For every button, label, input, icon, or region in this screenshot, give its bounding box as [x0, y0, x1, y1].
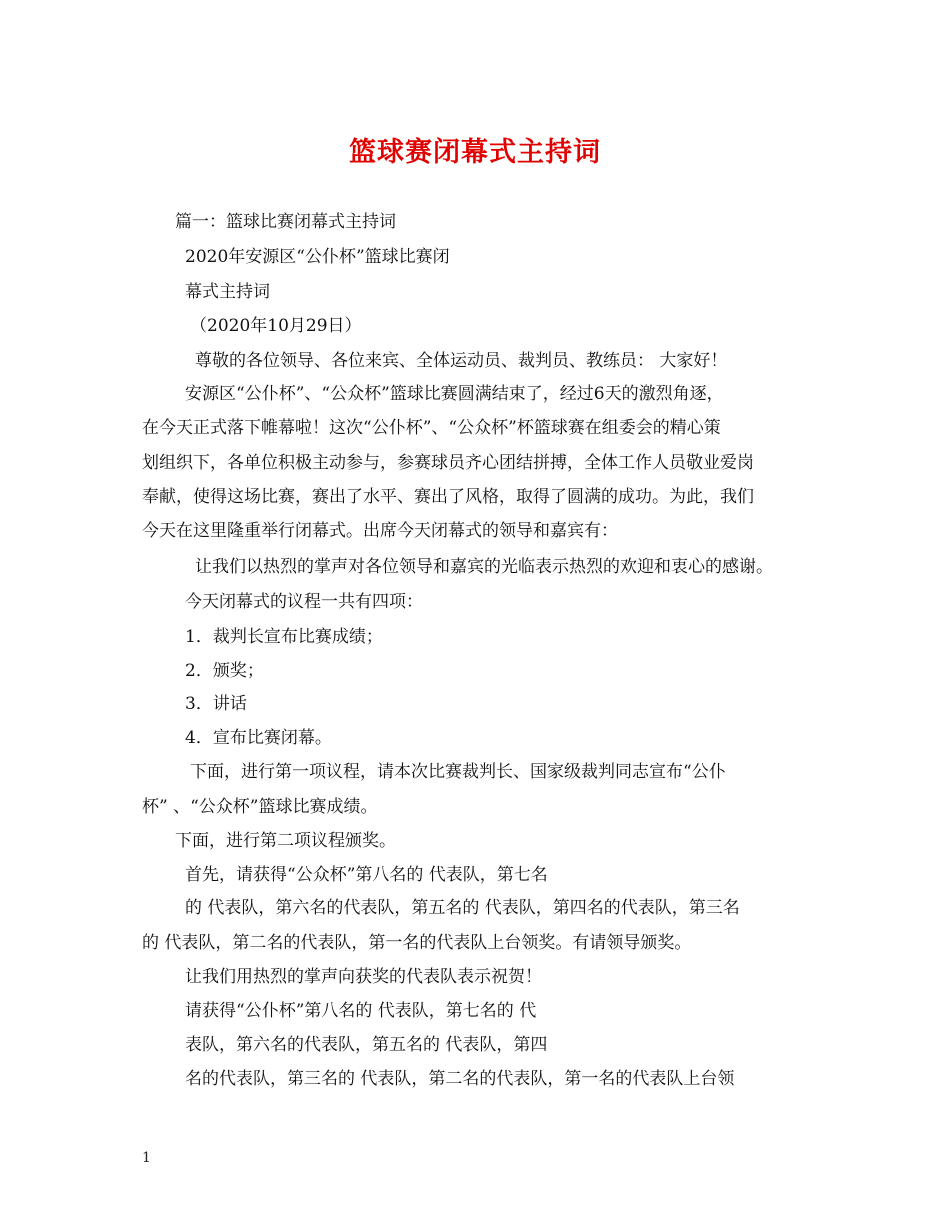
text-line: 奉献，使得这场比赛，赛出了水平、赛出了风格，取得了圆满的成功。为此，我们 [142, 487, 754, 507]
text-line: 首先，请获得“公众杯”第八名的 代表队，第七名 [185, 865, 548, 885]
text-line: 让我们以热烈的掌声对各位领导和嘉宾的光临表示热烈的欢迎和衷心的感谢。 [195, 557, 773, 577]
agenda-item: 3．讲话 [185, 694, 247, 714]
text-line: 尊敬的各位领导、各位来宾、全体运动员、裁判员、教练员： 大家好！ [195, 351, 728, 371]
text-line: 的 代表队，第二名的代表队，第一名的代表队上台领奖。有请领导颁奖。 [142, 933, 692, 953]
agenda-item: 2．颁奖； [185, 661, 264, 681]
text-line: 幕式主持词 [185, 282, 270, 302]
text-line: 下面，进行第二项议程颁奖。 [175, 831, 396, 851]
text-line: 表队，第六名的代表队，第五名的 代表队，第四 [185, 1035, 548, 1055]
text-line: 杯” 、“公众杯”篮球比赛成绩。 [142, 797, 378, 817]
text-line: （2020年10月29日） [190, 316, 362, 336]
text-line: 名的代表队，第三名的 代表队，第二名的代表队，第一名的代表队上台领 [185, 1069, 735, 1089]
text-line: 请获得“公仆杯”第八名的 代表队，第七名的 代 [185, 1001, 537, 1021]
text-line: 的 代表队，第六名的代表队，第五名的 代表队，第四名的代表队，第三名 [185, 898, 740, 918]
text-line: 2020年安源区“公仆杯”篮球比赛闭 [185, 247, 450, 267]
text-line: 下面，进行第一项议程，请本次比赛裁判长、国家级裁判同志宣布“公仆 [190, 762, 726, 782]
text-line: 篇一：篮球比赛闭幕式主持词 [175, 212, 396, 232]
text-line: 今天闭幕式的议程一共有四项： [185, 592, 423, 612]
text-line: 在今天正式落下帷幕啦！这次“公仆杯”、“公众杯”杯篮球赛在组委会的精心策 [142, 418, 721, 438]
text-line: 安源区“公仆杯”、“公众杯”篮球比赛圆满结束了，经过6天的激烈角逐， [185, 384, 724, 404]
page-number: 1 [142, 1150, 151, 1166]
text-line: 今天在这里隆重举行闭幕式。出席今天闭幕式的领导和嘉宾有： [142, 521, 618, 541]
agenda-item: 1．裁判长宣布比赛成绩； [185, 627, 383, 647]
text-line: 让我们用热烈的掌声向获奖的代表队表示祝贺！ [185, 967, 542, 987]
text-line: 划组织下，各单位积极主动参与，参赛球员齐心团结拼搏，全体工作人员敬业爱岗 [142, 453, 754, 473]
agenda-item: 4．宣布比赛闭幕。 [185, 728, 332, 748]
document-title: 篮球赛闭幕式主持词 [349, 137, 601, 168]
